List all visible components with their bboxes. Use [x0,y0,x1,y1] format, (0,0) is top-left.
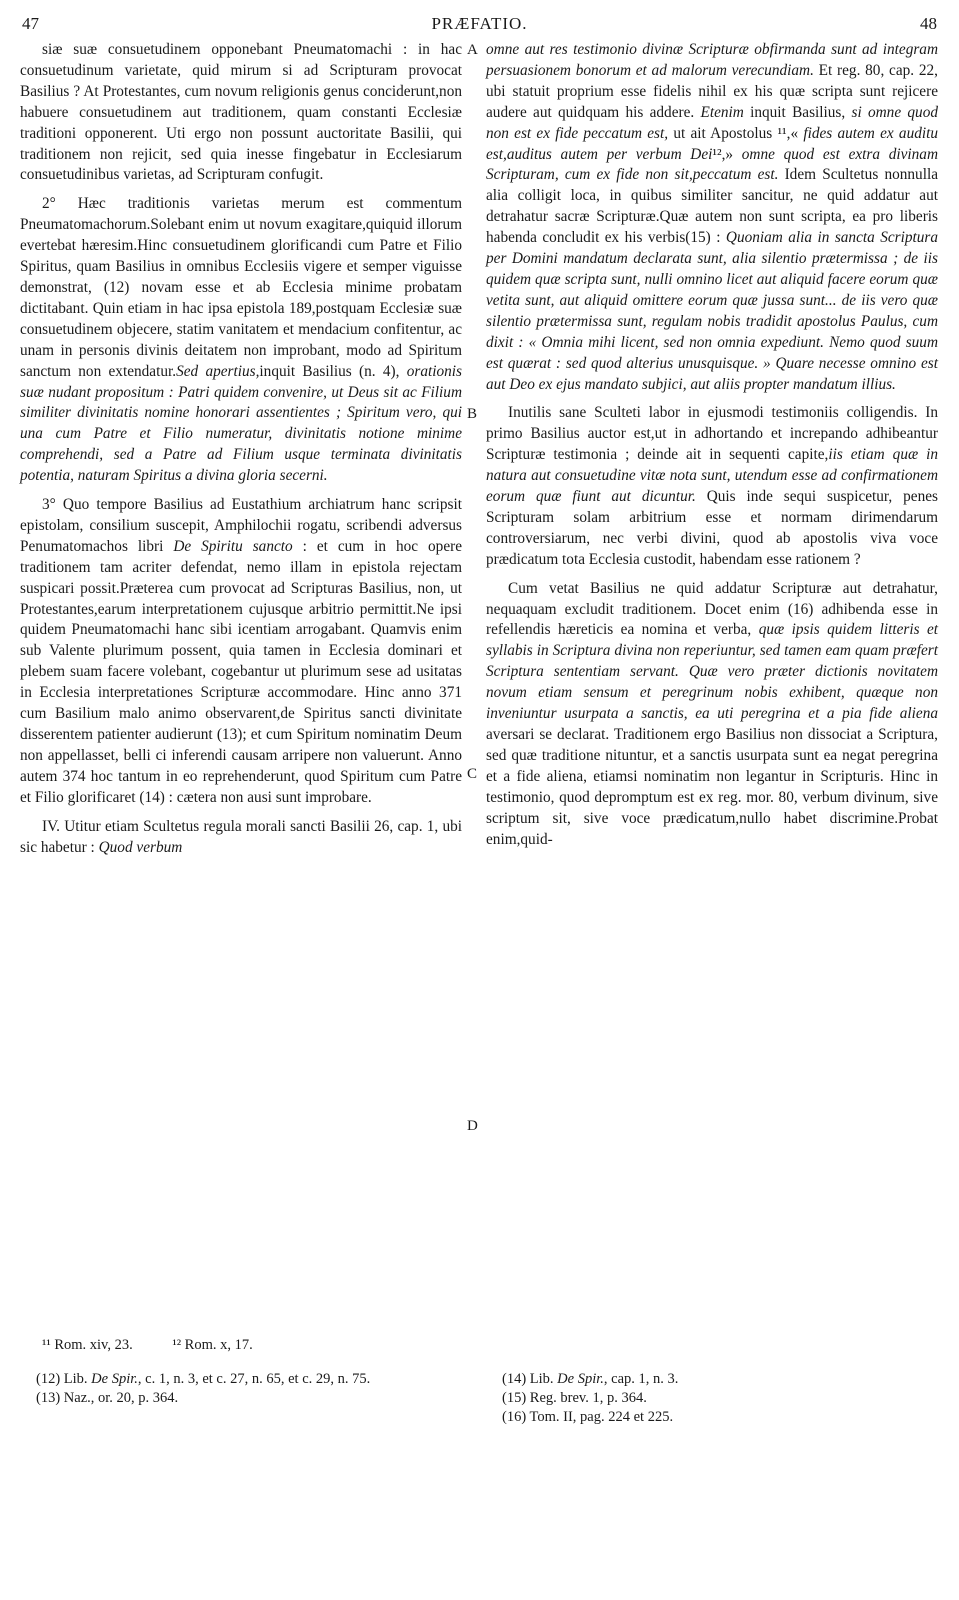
text-run: (12) Lib. [36,1371,92,1387]
text-run: inquit Basilius, [743,103,852,121]
italic-text: orationis suæ nudant propositum : Patri quidem convenire, ut Deus sit ac Filium similiter divinitatis nomine honorari assentientes ; Spiritum vero, qui una cum Patre et Filio numeratur, divinitatis notione minime comprehendi, sed a Patre ad Filium usque terminata divinitatis potentia, naturam Spiritus a divina gloria secerni. [20,362,462,485]
paragraph [486,40,938,395]
running-title: PRÆFATIO. [431,14,528,33]
page-header [0,10,959,38]
footnote [502,1389,942,1407]
paragraph [20,817,462,859]
footnote [502,1370,942,1388]
italic-text: si omne quod non est ex fide peccatum est, [486,103,938,142]
footnotes-left [20,1370,460,1408]
text-run: Quis inde sequi suspicetur, penes Scripturam solam arbitrium esse et normam dirimendarum controversiarum, nec verbi divini, quod ab apostolis viva voce prædicatum tota Ecclesia custodit, habendam esse rationem ? [486,488,938,568]
footnotes [20,1336,940,1425]
text-run: (16) Tom. II, pag. 224 et 225. [502,1409,674,1425]
text-run: (15) Reg. brev. 1, p. 364. [502,1390,647,1406]
text-run: IV. Utitur etiam Scultetus regula morali sancti Basilii 26, cap. 1, ubi sic habetur : [20,817,462,856]
italic-text: omne quod est extra divinam Scripturam, cum ex fide non sit,peccatum est. [486,145,938,184]
text-run: inquit Basilius (n. 4), [259,362,407,380]
footnote [20,1389,460,1407]
text-run: , c. 1, n. 3, et c. 27, n. 65, et c. 29, n. 75. [137,1371,371,1387]
text-run: : et cum in hoc opere traditionem tam acriter defendat, nemo illam in epistola rejectam suspicari possit.Præterea cum provocat ad Scripturas Basilius, non, ut Protestantes,earum interpretationem cujusque arbitrio permittit.Ne ipsi quidem Pneumatomachi hanc sibi icentiam arrogabant. Quamvis enim sub Valente plurimum possent, quia tamen in Ecclesia dominari et plebem suam facere volebant, cogebantur ut plurimum sese ad usitatas in Ecclesia interpretationes Scripturæ accommodare. Hinc anno 371 cum Basilium malo animo observarent,de Spiritus sancti divinitate disserentem patienter audierunt (13); et cum Spiritum nominatim Deum non appellasset, belli ci inferendi causam arripere non valuerunt. Anno autem 374 hoc tantum in eo reprehenderunt, quod Spiritum cum Patre et Filio glorificaret (14) : cætera non ausi sunt improbare. [20,537,462,806]
text-run: ut ait Apostolus ¹¹,« [668,124,804,142]
italic-text: De Spiritu sancto [173,537,293,555]
right-column [486,40,938,858]
italic-text: quæ ipsis quidem litteris et syllabis in Scriptura divina non reperiuntur, sed tamen eam quam præfert Scriptura sententiam servant. Quæ vero præter dictionis novitatem novum etiam sensum et peregrinum nobis exhibent, quæque non inveniuntur usurpata a sanctis, ea uti peregrina et a pia fide aliena [486,621,938,723]
paragraph [20,495,462,809]
text-run: siæ suæ consuetudinem opponebant Pneumatomachi : in hac consuetudinum varietate, quid mirum si ad Scripturam provocat Basilius ? At Protestantes, cum novum religionis genus conciderunt,non habuere consuetudinem aut traditionem, quam constanti Ecclesiæ traditioni opponerent. Uti ergo non possunt auctoritate Basilii, qui traditionem non rejicit, sed quia inesse fingebatur in Ecclesiarum consuetudinibus varietas, ad Scripturam confugit. [20,41,462,184]
margin-letter-c: C [467,766,478,782]
text-run: 2° Hæc traditionis varietas merum est commentum Pneumatomachorum.Solebant enim ut novum exagitare,quiquid illorum evertebat hæresim.Hinc consuetudinem glorificandi cum Patre et Filio Spiritus, quam Basilius in omnibus Ecclesiis vigere et semper viguisse demonstrat, (12) novam esse et ab Ecclesia minime probatam dictitabant. Quin etiam in hac ipsa epistola 189,postquam Ecclesiæ suæ consuetudinem objecere, statim vanitatem et mendacium confitentur, ac unam in personis divinis deitatem non improbant, modo ad Spiritum sanctum non extendatur. [20,195,462,380]
italic-text: De Spir. [91,1371,138,1387]
scripture-notes [42,1336,940,1354]
paragraph [20,40,462,186]
paragraph [486,403,938,570]
italic-text: Sed apertius, [176,362,260,380]
margin-letter-d: D [467,1118,478,1134]
scripture-note: ¹² Rom. x, 17. [172,1337,253,1353]
italic-text: fides autem ex auditu est,auditus autem per verbum Dei [486,124,939,163]
paragraph [20,194,462,487]
italic-text: Quoniam alia in sancta Scriptura per Domini mandatum declarata sunt, alia silentio prætermissa ; de iis quidem quæ scripta sunt, nulli omnino licet aut aliquid facere eorum quæ vetita sunt, aut aliquid omittere eorum quæ jussa sunt... de iis vero quæ silentio prætermissa sunt, regulam nobis tradidit apostolus Paulus, cum dixit : « Omnia mihi licent, sed non omnia expediunt. Nemo quod suum est quærat : sed quod alterius unusquisque. » Quare necesse omnino est aut Deo ex ejus mandato subjici, aut aliis propter mandatum illius. [486,229,938,393]
text-run: (14) Lib. [502,1371,558,1387]
italic-text: Etenim [700,103,744,121]
text-run: aversari se declarat. Traditionem ergo Basilius non dissociat a Scriptura, sed quæ traditione nituntur, et a sanctis usurpata sunt ea negat peregrina et a fide aliena, etiamsi nominatim non legantur in Scripturis. Hinc in testimonio, quod depromptum est ex reg. mor. 80, verbum divinum, sive scriptum sit, sive voce prædicatum,nullo habet discrimine.Probat enim,quid- [486,726,938,848]
footnote [20,1370,460,1388]
italic-text: Quod verbum [98,838,183,856]
italic-text: De Spir. [557,1371,604,1387]
text-run: Inutilis sane Sculteti labor in ejusmodi testimoniis colligendis. In primo Basilius auctor est,ut in adhortando et increpando adhibeantur Scripturæ testimonia ; deinde ait in sequenti capite, [486,404,938,464]
text-run: Et reg. 80, cap. 22, ubi statuit proprium esse fidelis nihil ex his quæ scripta sunt rejicere audere aut quidquam his addere. [486,61,938,121]
italic-text: omne aut res testimonio divinæ Scripturæ obfirmanda sunt ad integram persuasionem bonorum et ad malorum verecundiam. [486,41,938,79]
footnotes-right [502,1370,942,1427]
footnote [502,1408,942,1426]
paragraph [486,579,938,851]
scripture-note: ¹¹ Rom. xiv, 23. [42,1337,133,1353]
page-number-right: 48 [920,14,937,33]
margin-letter-a: A [467,42,478,58]
left-column [20,40,462,866]
italic-text: iis etiam quæ in natura aut consuetudine vitæ nota sunt, utendum esse ad confirmationem eorum quæ fiunt aut dicuntur. [486,446,939,506]
text-run: (13) Naz., or. 20, p. 364. [36,1390,179,1406]
text-run: ¹²,» [712,145,742,163]
page-number-left: 47 [22,14,39,33]
text-run: Idem Scultetus nonnulla alia colligit loca, in quibus similiter sancitur, ne quid addatur aut detrahatur sacræ Scripturæ.Quæ autem non sunt scripta, ea pro liberis habenda concludit ex his verbis(15) : [486,166,938,247]
text-run: 3° Quo tempore Basilius ad Eustathium archiatrum hanc scripsit epistolam, consilium suscepit, Amphilochii rogatu, scribendi adversus Penumatomachos libri [20,496,462,555]
margin-letter-b: B [467,406,478,422]
text-run: Cum vetat Basilius ne quid addatur Scripturæ aut detrahatur, nequaquam excludit traditionem. Docet enim (16) adhibenda esse in refellendis hæreticis ea nomina et verba, [486,579,938,639]
text-run: , cap. 1, n. 3. [603,1371,679,1387]
